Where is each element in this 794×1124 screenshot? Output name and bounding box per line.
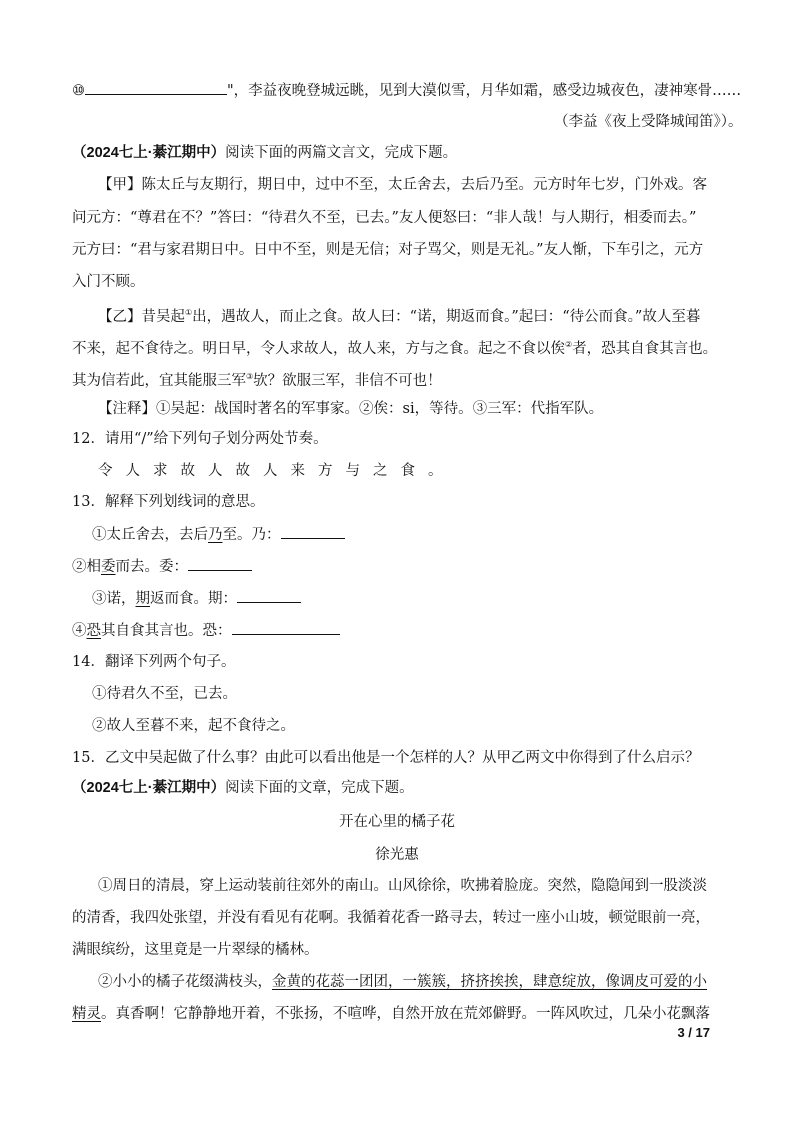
underlined-sentence: 金黄的花蕊一团团，一簇簇，挤挤挨挨，肆意绽放，像调皮可爱的小 bbox=[272, 974, 707, 990]
q13-item bbox=[72, 620, 340, 641]
intro-text: 阅读下面的文章，完成下题。 bbox=[225, 780, 414, 796]
item-text: ①太丘舍去，去后 bbox=[92, 527, 208, 543]
answer-blank[interactable] bbox=[188, 556, 252, 571]
passage-text: 者，恐其自食其言也。 bbox=[572, 340, 718, 357]
passage-jia-line: 问元方：“尊君在不？”答曰：“待君久不至，已去。”友人便怒曰：“非人哉！与人期行，相委而去。” bbox=[72, 210, 697, 226]
article-paragraph-line: ①周日的清晨，穿上运动装前往郊外的南山。山风徐徐，吹拂着脸庞。突然，隐隐闻到一股淡淡 bbox=[98, 878, 707, 894]
passage-text: 欤？欲服三军，非信不可也！ bbox=[253, 372, 442, 389]
source-tag: （2024七上·綦江期中） bbox=[72, 145, 226, 161]
item-text: ②相 bbox=[72, 559, 101, 575]
answer-blank[interactable] bbox=[281, 524, 345, 539]
passage-jia-line: 元方曰：“君与家君期日中。日中不至，则是无信；对子骂父，则是无礼。”友人惭，下车引之，元方 bbox=[72, 242, 704, 258]
article-title: 开在心里的橘子花 bbox=[339, 814, 455, 830]
passage-yi-line bbox=[98, 303, 700, 327]
q14-item: ①待君久不至，已去。 bbox=[92, 686, 237, 702]
q14-item: ②故人至暮不来，起不食待之。 bbox=[92, 718, 295, 734]
poem-text: "，李益夜晚登城远眺，见到大漠似雪，月华如霜，感受边城夜色，凄神寒骨…… bbox=[227, 83, 742, 99]
passage-text: 不来，起不食待之。明日早，令人求故人，故人来，方与之食。起之不食以俟 bbox=[72, 340, 565, 357]
q13-item bbox=[72, 556, 252, 577]
article-author: 徐光惠 bbox=[375, 847, 419, 863]
passage-text: 出，遇故人，而止之食。故人曰：“诺，期返而食。”起曰：“待公而食。”故人至暮 bbox=[192, 308, 701, 325]
article-paragraph-line: 满眼缤纷，这里竟是一片翠绿的橘林。 bbox=[72, 942, 319, 958]
section-intro bbox=[72, 143, 457, 163]
passage-yi-line bbox=[72, 367, 442, 391]
annotation-notes: 【注释】①吴起：战国时著名的军事家。②俟：si，等待。③三军：代指军队。 bbox=[98, 401, 604, 417]
paragraph-text: 。真香啊！它静静地开着，不张扬，不喧哗，自然开放在荒郊僻野。一阵风吹过，几朵小花飘落 bbox=[101, 1006, 710, 1022]
section-intro bbox=[72, 778, 414, 798]
page-number: 3 / 17 bbox=[677, 1025, 710, 1040]
article-paragraph-line bbox=[72, 1004, 710, 1024]
question-number: ⑩ bbox=[72, 83, 85, 99]
poem-blank-line bbox=[72, 80, 741, 101]
passage-text: 【乙】昔吴起 bbox=[98, 308, 185, 325]
q13-item bbox=[92, 524, 345, 545]
underlined-word: 恐 bbox=[86, 623, 101, 639]
underlined-word: 委 bbox=[101, 559, 116, 575]
question-12: 12．请用“/”给下列句子划分两处节奏。 bbox=[72, 431, 328, 447]
footnote-mark: ② bbox=[565, 340, 573, 349]
item-text: 而去。委： bbox=[115, 559, 188, 575]
passage-jia-line: 【甲】陈太丘与友期行，期日中，过中不至，太丘舍去，去后乃至。元方时年七岁，门外戏。客 bbox=[98, 177, 707, 193]
footnote-mark: ③ bbox=[246, 372, 254, 381]
question-12-sentence: 令人求故人故人来方与之食。 bbox=[98, 463, 456, 479]
passage-text: 其为信若此，宜其能服三军 bbox=[72, 372, 246, 389]
intro-text: 阅读下面的两篇文言文，完成下题。 bbox=[225, 145, 458, 161]
question-13: 13．解释下列划线词的意思。 bbox=[72, 494, 265, 510]
footnote-mark: ① bbox=[185, 308, 193, 317]
q13-item bbox=[92, 588, 301, 609]
question-14: 14．翻译下列两个句子。 bbox=[72, 654, 236, 670]
source-tag: （2024七上·綦江期中） bbox=[72, 780, 226, 796]
item-text: ④ bbox=[72, 623, 87, 639]
poem-citation: （李益《夜上受降城闻笛》）。 bbox=[554, 114, 743, 130]
underlined-word: 乃 bbox=[208, 527, 223, 543]
underlined-word: 期 bbox=[135, 591, 150, 607]
article-paragraph-line: 的清香，我四处张望，并没有看见有花啊。我循着花香一路寻去，转过一座小山坡，顿觉眼前一亮， bbox=[72, 910, 710, 926]
underlined-sentence: 精灵 bbox=[72, 1006, 101, 1022]
item-text: ③诺， bbox=[92, 591, 136, 607]
paragraph-text: ②小小的橘子花缀满枝头， bbox=[98, 974, 272, 990]
item-text: 其自食其言也。恐： bbox=[101, 623, 232, 639]
answer-blank[interactable] bbox=[85, 80, 227, 95]
item-text: 返而食。期： bbox=[150, 591, 237, 607]
item-text: 至。乃： bbox=[222, 527, 281, 543]
answer-blank[interactable] bbox=[237, 588, 301, 603]
answer-blank[interactable] bbox=[232, 620, 340, 635]
passage-yi-line bbox=[72, 335, 717, 359]
question-15: 15．乙文中吴起做了什么事？由此可以看出他是一个怎样的人？从甲乙两文中你得到了什么启示？ bbox=[72, 750, 700, 766]
passage-jia-line: 入门不顾。 bbox=[72, 274, 145, 290]
article-paragraph-line bbox=[98, 972, 707, 992]
